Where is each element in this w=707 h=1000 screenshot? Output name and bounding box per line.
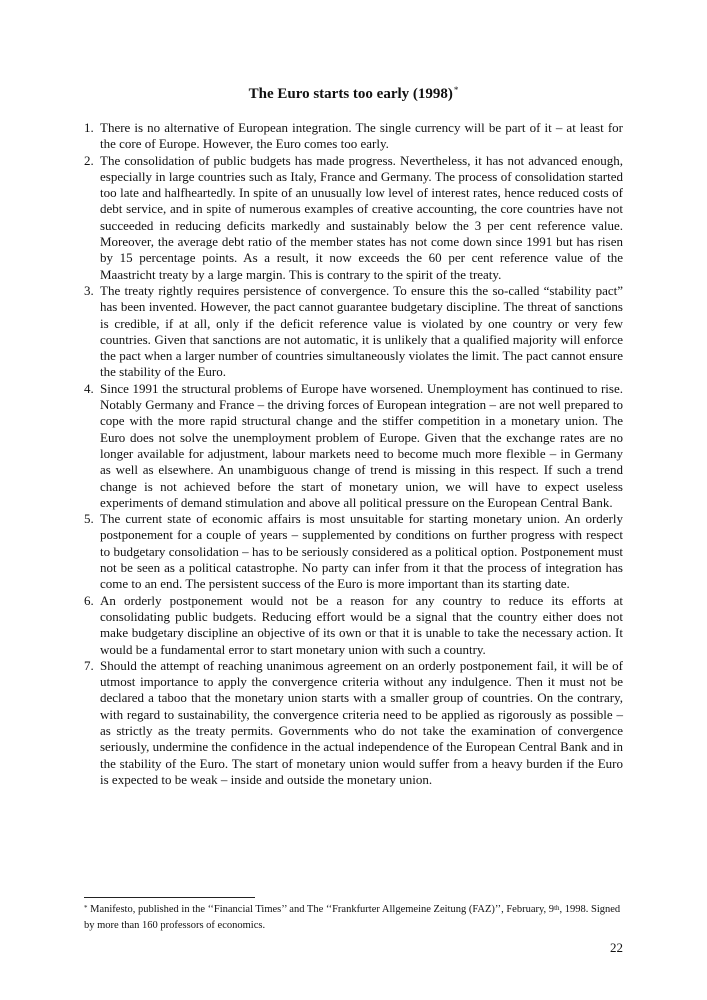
list-item-text: There is no alternative of European integration. The single currency will be part of it – at least for the core of Europe. However, the Euro comes too early. [100, 120, 623, 152]
list-item [84, 381, 623, 511]
list-item [84, 283, 623, 381]
list-item [84, 511, 623, 592]
list-item-number: 3. [84, 282, 94, 298]
list-item [84, 153, 623, 283]
list-item-number: 6. [84, 592, 94, 608]
list-item-number: 7. [84, 657, 94, 673]
title-footnote-marker: * [453, 85, 459, 95]
page-title [0, 84, 707, 104]
footnote-divider [84, 897, 255, 898]
footnote-text-start: Manifesto, published in the ‘‘Financial Times’’ and The ‘‘Frankfurter Allgemeine Zeitung (FAZ)’’, February, 9 [90, 904, 555, 915]
list-item-text: Should the attempt of reaching unanimous agreement on an orderly postponement fail, it will be of utmost importance to apply the convergence criteria without any indulgence. Then it must not be declared a taboo that the monetary union starts with a smaller group of countries. On the contrary, with regard to sustainability, the convergence criteria need to be applied as rigorously as possible – as strictly as the treaty permits. Governments who do not take the examination of convergence seriously, undermine the confidence in the actual independence of the European Central Bank and in the stability of the Euro. The start of monetary union would suffer from a heavy burden if the Euro is expected to be weak – inside and outside the monetary union. [100, 657, 623, 787]
footnote-text-end: , 1998. Signed by more than 160 professors of economics. [84, 904, 621, 931]
list-item-text: Since 1991 the structural problems of Europe have worsened. Unemployment has continued to rise. Notably Germany and France – the driving forces of European integration – are not well prepared to cope with the more rapid structural change and the stiffer competition in a monetary union. The Euro does not solve the unemployment problem of Europe. Given that the exchange rates are no longer available for adjustment, labour markets need to become much more flexible – in Germany as well as elsewhere. An unambiguous change of trend is missing in this respect. If such a trend change is not achieved before the start of monetary union, we will have to expect useless experiments of demand stimulation and above all political pressure on the European Central Bank. [100, 380, 623, 510]
list-item-number: 5. [84, 511, 94, 527]
title-text: The Euro starts too early (1998) [248, 86, 453, 102]
footnote [84, 902, 624, 934]
list-item-number: 2. [84, 152, 94, 168]
footnote-superscript: th [554, 904, 560, 912]
footnote-marker: * [84, 904, 88, 912]
page-number: 22 [610, 940, 623, 955]
list-item-text: An orderly postponement would not be a reason for any country to reduce its efforts at consolidating public budgets. Reducing effort would be a signal that the country either does not make budgetary discipline an objective of its own or that it is unable to take the necessary action. It would be a fundamental error to start monetary union with such a country. [100, 592, 623, 657]
numbered-list [84, 120, 623, 788]
list-item-text: The current state of economic affairs is most unsuitable for starting monetary union. An orderly postponement for a couple of years – supplemented by conditions on further progress with respect to budgetary consolidation – has to be seriously considered as a political option. Postponement must not be seen as a political catastrophe. No party can infer from it that the process of integration has come to an end. The persistent success of the Euro is more important than its starting date. [100, 511, 623, 592]
list-item-text: The treaty rightly requires persistence of convergence. To ensure this the so-called “stability pact” has been invented. However, the pact cannot guarantee budgetary discipline. The threat of sanctions is credible, if at all, only if the deficit reference value is violated by one country or very few countries. Given that sanctions are not automatic, it is unlikely that a qualified majority will enforce the pact when a larger number of countries simultaneously violates the limit. The pact cannot ensure the stability of the Euro. [100, 282, 623, 380]
list-item-number: 4. [84, 380, 94, 396]
list-item-text: The consolidation of public budgets has made progress. Nevertheless, it has not advanced enough, especially in large countries such as Italy, France and Germany. The process of consolidation started too late and halfheartedly. In spite of an unusually low level of interest rates, hence reduced costs of debt service, and in spite of numerous examples of creative accounting, the core countries have not succeeded in reducing deficits markedly and sustainably below the 3 per cent reference value. Moreover, the average debt ratio of the member states has not come down since 1991 but has risen by 15 percentage points. As a result, it now exceeds the 60 per cent reference value of the Maastricht treaty by a large margin. This is contrary to the spirit of the treaty. [100, 152, 623, 282]
list-item [84, 120, 623, 153]
list-item [84, 658, 623, 788]
list-item-number: 1. [84, 120, 94, 135]
list-item [84, 593, 623, 658]
